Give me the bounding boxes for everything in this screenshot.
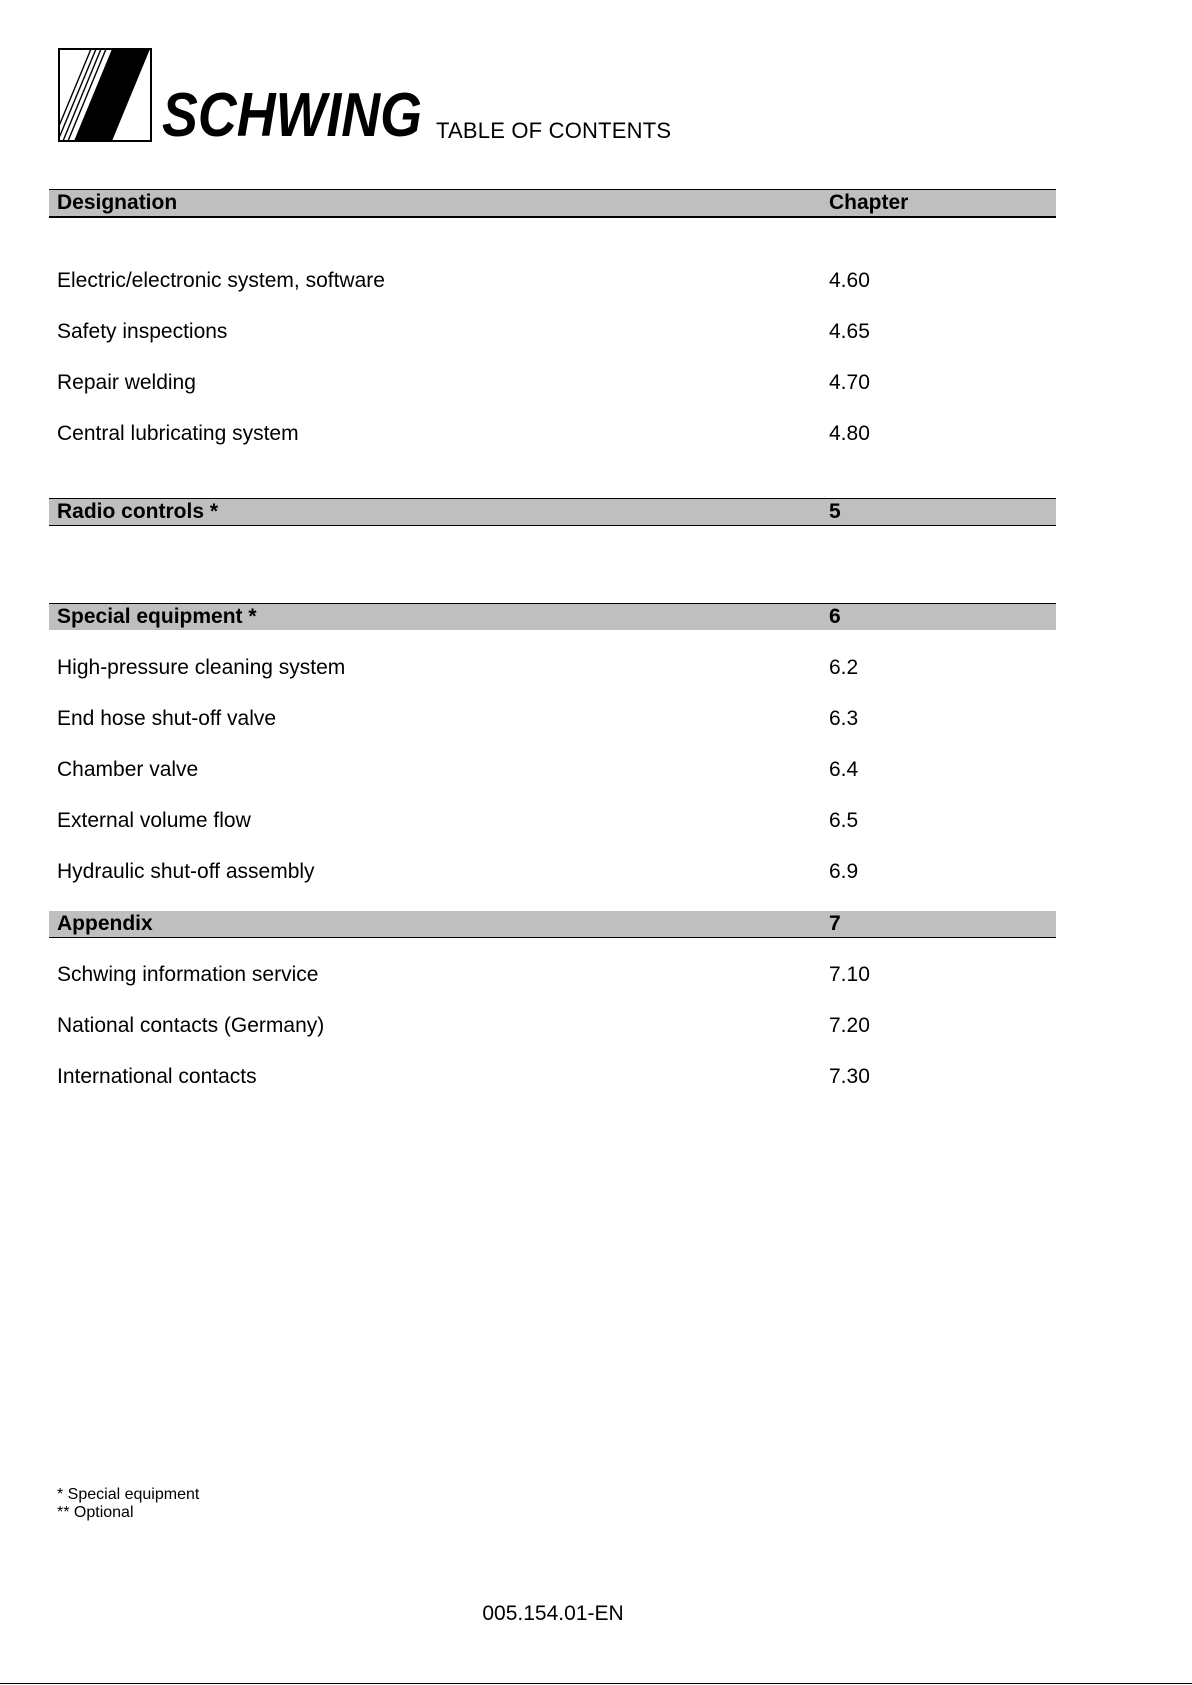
toc-section-appendix[interactable]: [49, 911, 1056, 938]
entry-label: Hydraulic shut-off assembly: [57, 860, 315, 883]
section-chapter: 5: [829, 500, 841, 523]
schwing-logo-icon: [58, 48, 152, 142]
section-chapter: 6: [829, 605, 841, 628]
toc-entry[interactable]: [49, 858, 1056, 884]
entry-label: Chamber valve: [57, 758, 199, 781]
entry-chapter: 4.60: [829, 269, 870, 292]
toc-entry[interactable]: [49, 267, 1056, 293]
toc-entry[interactable]: [49, 420, 1056, 446]
entry-chapter: 6.5: [829, 809, 859, 832]
entry-label: National contacts (Germany): [57, 1014, 325, 1037]
entry-chapter: 7.30: [829, 1065, 870, 1088]
entry-label: Central lubricating system: [57, 422, 299, 445]
toc-entry[interactable]: [49, 1063, 1056, 1089]
toc-entry[interactable]: [49, 756, 1056, 782]
toc-entry[interactable]: [49, 654, 1056, 680]
page-title: TABLE OF CONTENTS: [436, 118, 672, 143]
toc-entry[interactable]: [49, 807, 1056, 833]
section-chapter: 7: [829, 912, 841, 935]
section-label: Special equipment *: [57, 605, 257, 628]
entry-chapter: 7.10: [829, 963, 870, 986]
toc-entry[interactable]: [49, 369, 1056, 395]
entry-chapter: 4.65: [829, 320, 870, 343]
toc-entry[interactable]: [49, 961, 1056, 987]
svg-text:SCHWING: SCHWING: [162, 86, 422, 142]
entry-label: High-pressure cleaning system: [57, 656, 346, 679]
entry-chapter: 6.3: [829, 707, 859, 730]
schwing-wordmark: [162, 86, 479, 142]
entry-label: Repair welding: [57, 371, 196, 394]
footnotes: [57, 1486, 199, 1522]
entry-label: Schwing information service: [57, 963, 319, 986]
entry-chapter: 4.80: [829, 422, 870, 445]
entry-label: End hose shut-off valve: [57, 707, 277, 730]
document-number: 005.154.01-EN: [482, 1602, 624, 1625]
toc-entry[interactable]: [49, 705, 1056, 731]
chapter-header: Chapter: [829, 191, 909, 214]
entry-label: External volume flow: [57, 809, 251, 832]
toc-section-radio-controls[interactable]: [49, 498, 1056, 526]
page-header: [58, 48, 758, 144]
toc-section-special-equipment[interactable]: [49, 603, 1056, 630]
table-header: [49, 189, 1056, 218]
entry-label: Safety inspections: [57, 320, 228, 343]
toc-entry[interactable]: [49, 318, 1056, 344]
entry-label: Electric/electronic system, software: [57, 269, 385, 292]
designation-header: Designation: [57, 191, 178, 214]
footnote-optional: ** Optional: [57, 1504, 134, 1521]
section-label: Radio controls *: [57, 500, 219, 523]
footnote-special-equipment: * Special equipment: [57, 1486, 200, 1503]
entry-chapter: 6.4: [829, 758, 859, 781]
entry-label: International contacts: [57, 1065, 257, 1088]
section-label: Appendix: [57, 912, 153, 935]
entry-chapter: 7.20: [829, 1014, 870, 1037]
entry-chapter: 6.2: [829, 656, 859, 679]
entry-chapter: 6.9: [829, 860, 859, 883]
entry-chapter: 4.70: [829, 371, 870, 394]
toc-entry[interactable]: [49, 1012, 1056, 1038]
page-divider: [0, 1683, 1192, 1684]
